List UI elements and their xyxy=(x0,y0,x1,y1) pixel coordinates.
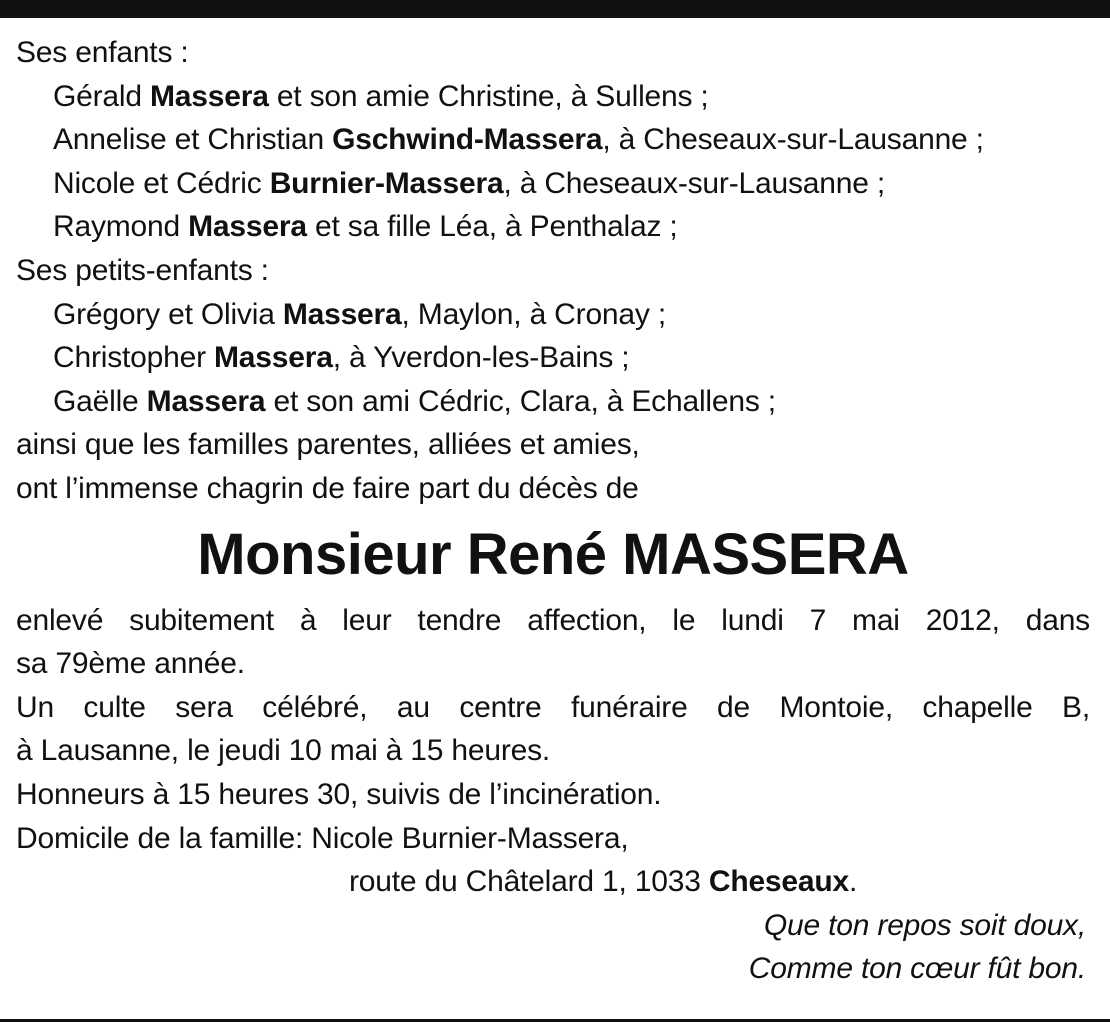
deceased-name: Monsieur René MASSERA xyxy=(197,521,909,587)
grandchild-surname: Massera xyxy=(146,384,266,418)
body-line: à Lausanne, le jeudi 10 mai à 15 heures. xyxy=(16,734,551,768)
address-line xyxy=(16,860,1090,904)
families-line: ainsi que les familles parentes, alliées et amies, xyxy=(16,428,640,462)
body-line: Honneurs à 15 heures 30, suivis de l’incinération. xyxy=(16,777,662,811)
child-detail: et sa fille Léa, à Penthalaz ; xyxy=(306,210,678,244)
child-firstname: Annelise et Christian xyxy=(53,123,333,157)
child-line xyxy=(16,118,1090,162)
child-detail: et son amie Christine, à Sullens ; xyxy=(268,79,709,113)
child-firstname: Gérald xyxy=(53,79,150,113)
address-street: route du Châtelard 1, 1033 xyxy=(349,865,709,899)
body-line: enlevé subitement à leur tendre affection, le lundi 7 mai 2012, dans xyxy=(16,603,1090,637)
child-detail: , à Cheseaux-sur-Lausanne ; xyxy=(503,166,885,200)
child-firstname: Nicole et Cédric xyxy=(53,166,270,200)
address-town: Cheseaux xyxy=(708,865,849,899)
grandchild-detail: , Maylon, à Cronay ; xyxy=(401,297,666,331)
top-rule xyxy=(0,0,1110,18)
child-surname: Massera xyxy=(149,79,269,113)
child-line xyxy=(16,205,1090,249)
child-line xyxy=(16,75,1090,119)
bottom-rule xyxy=(0,1019,1110,1022)
grandchild-surname: Massera xyxy=(282,297,402,331)
grandchild-firstname: Gaëlle xyxy=(53,384,147,418)
grandchild-line xyxy=(16,380,1090,424)
body-line: Un culte sera célébré, au centre funéraire de Montoie, chapelle B, xyxy=(16,690,1090,724)
child-surname: Burnier-Massera xyxy=(269,166,504,200)
grandchild-detail: et son ami Cédric, Clara, à Echallens ; xyxy=(265,384,776,418)
body-line: Domicile de la famille: Nicole Burnier-Massera, xyxy=(16,821,629,855)
child-firstname: Raymond xyxy=(53,210,189,244)
child-line xyxy=(16,162,1090,206)
grandchild-line xyxy=(16,293,1090,337)
children-heading: Ses enfants : xyxy=(16,36,189,69)
grandchild-firstname: Grégory et Olivia xyxy=(53,297,283,331)
obituary-notice xyxy=(16,31,1090,991)
grandchild-firstname: Christopher xyxy=(53,341,215,375)
closing-verse-line: Que ton repos soit doux, xyxy=(763,908,1086,942)
body-line: sa 79ème année. xyxy=(16,647,245,681)
address-end: . xyxy=(849,865,858,899)
announce-line: ont l’immense chagrin de faire part du décès de xyxy=(16,471,639,505)
grandchild-detail: , à Yverdon-les-Bains ; xyxy=(332,341,630,375)
grandchild-line xyxy=(16,336,1090,380)
child-surname: Gschwind-Massera xyxy=(332,123,603,157)
closing-verse-line: Comme ton cœur fût bon. xyxy=(748,952,1086,986)
child-surname: Massera xyxy=(188,210,307,244)
grandchildren-heading: Ses petits-enfants : xyxy=(16,253,269,287)
grandchild-surname: Massera xyxy=(214,341,333,375)
child-detail: , à Cheseaux-sur-Lausanne ; xyxy=(602,123,984,157)
